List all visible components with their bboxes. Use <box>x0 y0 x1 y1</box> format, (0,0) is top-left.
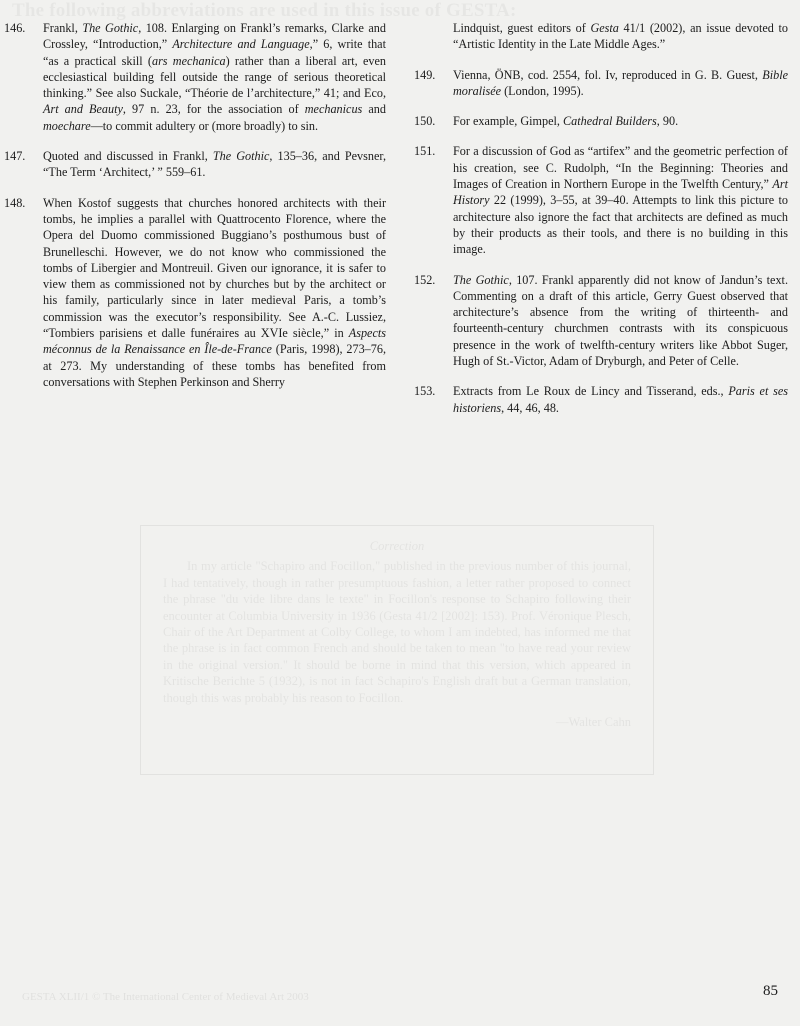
notes-column-left <box>4 20 386 404</box>
endnote-text: The Gothic, 107. Frankl apparently did not know of Jandun’s text. Commenting on a draft of this article, Gerry Guest observed that architecture’s absence from the writing of thirteenth- and fourteenth-century churchmen contrasts with its conspicuous presence in the work of twelfth-century writers like Abbot Suger, Hugh of St.-Victor, Adam of Dryburgh, and Peter of Celle. <box>453 272 788 369</box>
endnote-text: For a discussion of God as “artifex” and the geometric perfection of his creation, see C. Rudolph, “In the Beginning: Theories and Images of Creation in Northern Europe in the Twelfth Century,” Art History 22 (1999), 3–55, at 39–40. Attempts to link this picture to architecture also ignore the fact that architects are defined as much by their products as their tools, and there is no building in this image. <box>453 144 788 257</box>
endnote-number: 147. <box>4 149 26 164</box>
endnote-number: 151. <box>414 144 436 159</box>
endnote-152 <box>414 272 788 370</box>
endnote-number: 146. <box>4 21 26 35</box>
endnote-text: Frankl, The Gothic, 108. Enlarging on Frankl’s remarks, Clarke and Crossley, “Introduction,” Architecture and Language,” 6, write that “as a practical skill (ars mechanica) rather than a liberal art, even ecclesiastical building fell outside the range of serious theoretical thinking.” See also Suckale, “Théorie de l’architecture,” 41; and Eco, Art and Beauty, 97 n. 23, for the association of mechanicus and moechare—to commit adultery or (more broadly) to sin. <box>43 21 386 133</box>
endnote-146 <box>4 20 386 134</box>
endnote-147 <box>4 148 386 181</box>
endnote-150 <box>414 113 788 129</box>
endnote-number: 148. <box>4 195 26 210</box>
endnote-151 <box>414 143 788 257</box>
endnote-number: 153. <box>414 384 436 399</box>
bleed-through-heading <box>12 0 517 22</box>
endnote-text: Quoted and discussed in Frankl, The Gothic, 135–36, and Pevsner, “The Term ‘Architect,’ ” 559–61. <box>43 149 387 180</box>
page-number: 85 <box>763 983 778 999</box>
endnote-148-continuation: Lindquist, guest editors of Gesta 41/1 (2002), an issue devoted to “Artistic Identity in the Late Middle Ages.” <box>453 21 788 52</box>
endnote-153 <box>414 383 788 416</box>
endnote-text: Extracts from Le Roux de Lincy and Tisserand, eds., Paris et ses historiens, 44, 46, 48. <box>453 384 788 415</box>
endnote-text: For example, Gimpel, Cathedral Builders, 90. <box>453 114 679 129</box>
endnote-text: Vienna, ÖNB, cod. 2554, fol. Iv, reproduced in G. B. Guest, Bible moralisée (London, 1995). <box>453 67 788 98</box>
bleed-through-footer: GESTA XLII/1 © The International Center of Medieval Art 2003 <box>22 991 309 1003</box>
endnote-149 <box>414 67 788 100</box>
endnote-number: 152. <box>414 272 436 287</box>
endnote-148 <box>4 195 386 391</box>
notes-column-right <box>414 20 788 430</box>
bleed-through-box-title: Correction <box>369 539 425 553</box>
bleed-through-box-signature: —Walter Cahn <box>555 715 631 730</box>
bleed-through-box-body: In my article "Schapiro and Focillon," published in the previous number of this journal, I had tentatively, though in rather presumptuous fashion, a letter rather proposed to connect the phrase "du vide libre dans le texte" in Focillon's response to Schapiro following their encounter at Columbia University in 1936 (Gesta 41/2 [2002]: 153). Prof. Véronique Plesch, Chair of the Art Department at Colby College, to whom I am indebted, has informed me that the phrase is in fact common French and should be taken to mean "to have read your review in the original version." It should be borne in mind that this version, which appeared in Kritische Berichte 5 (1932), is not in fact Schapiro's English draft but a German translation, though this was probably his reason to Focillon. <box>163 559 631 705</box>
endnote-number: 150. <box>414 114 436 129</box>
endnote-text: When Kostof suggests that churches honored architects with their tombs, he implies a parallel with Quattrocento Florence, where the Opera del Duomo commissioned Buggiano’s posthumous bust of Brunelleschi. However, we do not know who commissioned the tombs of Libergier and Montreuil. Given our ignorance, it is safer to view them as commissioned not by churches but by the architect or his family, particularly since in later medieval Paris, a tomb’s commission was the executor’s responsibility. See A.-C. Lussiez, “Tombiers parisiens et dalle funéraires au XVIe siècle,” in Aspects méconnus de la Renaissance en Île-de-France (Paris, 1998), 273–76, at 273. My understanding of these tombs has benefited from conversations with Stephen Perkinson and Sherry <box>43 195 387 389</box>
bleed-through-correction-box <box>140 525 654 775</box>
endnote-number: 149. <box>414 67 436 82</box>
